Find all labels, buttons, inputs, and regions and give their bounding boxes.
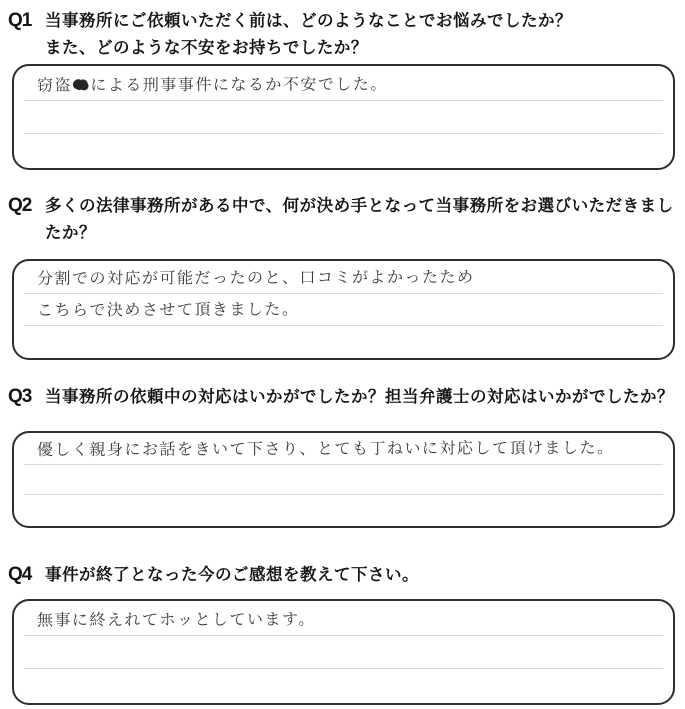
question-2-answer-box xyxy=(12,259,675,360)
redaction-scribble: ●● xyxy=(71,72,82,96)
handwritten-answer-q3: 優しく親身にお話をきいて下さり、とても丁ねいに対応して頂けました。 xyxy=(36,439,615,460)
answer-line-row xyxy=(24,435,663,465)
answer-line-row xyxy=(24,636,663,669)
answer-line-row xyxy=(24,263,663,294)
answer-line-row xyxy=(24,669,663,701)
question-1-answer-box xyxy=(12,64,675,170)
question-2-number: Q2 xyxy=(8,195,32,216)
question-2-text-line-2: たか？ xyxy=(45,224,96,242)
question-3-answer-box xyxy=(12,431,675,528)
question-1-text xyxy=(45,8,572,62)
answer-line-row xyxy=(24,101,663,134)
answer-line-row xyxy=(24,326,663,356)
question-2-text-line-1: 多くの法律事務所がある中で、何が決め手となって当事務所をお選びいただきまし xyxy=(45,197,674,215)
answer-line-row xyxy=(24,134,663,166)
question-1-text-line-2: また、どのような不安をお持ちでしたか？ xyxy=(45,39,368,57)
question-4-answer-box xyxy=(12,599,675,705)
question-3-number: Q3 xyxy=(8,386,32,407)
handwritten-answer-q4: 無事に終えれてホッとしています。 xyxy=(36,611,316,630)
answer-text-before-redaction: 窃盗 xyxy=(36,77,73,95)
answer-line-row xyxy=(24,603,663,636)
answer-line-row xyxy=(24,495,663,524)
answer-text-after-redaction: による刑事事件になるか不安でした。 xyxy=(90,76,388,95)
question-3-text-line-1: 当事務所の依頼中の対応はいかがでしたか？担当弁護士の対応はいかがでしたか？ xyxy=(45,388,674,406)
answer-line-row xyxy=(24,465,663,495)
question-4-number: Q4 xyxy=(8,564,32,585)
answer-line-row xyxy=(24,294,663,325)
question-2-heading xyxy=(8,193,674,247)
question-4-heading xyxy=(8,562,419,589)
question-1-heading xyxy=(8,8,572,62)
handwritten-answer-q1 xyxy=(37,71,388,95)
question-2-text xyxy=(45,193,674,247)
question-1-text-line-1: 当事務所にご依頼いただく前は、どのようなことでお悩みでしたか？ xyxy=(45,12,572,30)
question-3-heading xyxy=(8,384,674,411)
question-3-text xyxy=(45,384,674,411)
handwritten-answer-q2-line-2: こちらで決めさせて頂きました。 xyxy=(36,301,300,320)
question-1-number: Q1 xyxy=(8,10,32,31)
question-4-text xyxy=(45,562,419,589)
question-4-text-line-1: 事件が終了となった今のご感想を教えて下さい。 xyxy=(45,566,419,584)
handwritten-answer-q2-line-1: 分割での対応が可能だったのと、口コミがよかったため xyxy=(36,269,475,289)
answer-line-row xyxy=(24,68,663,101)
